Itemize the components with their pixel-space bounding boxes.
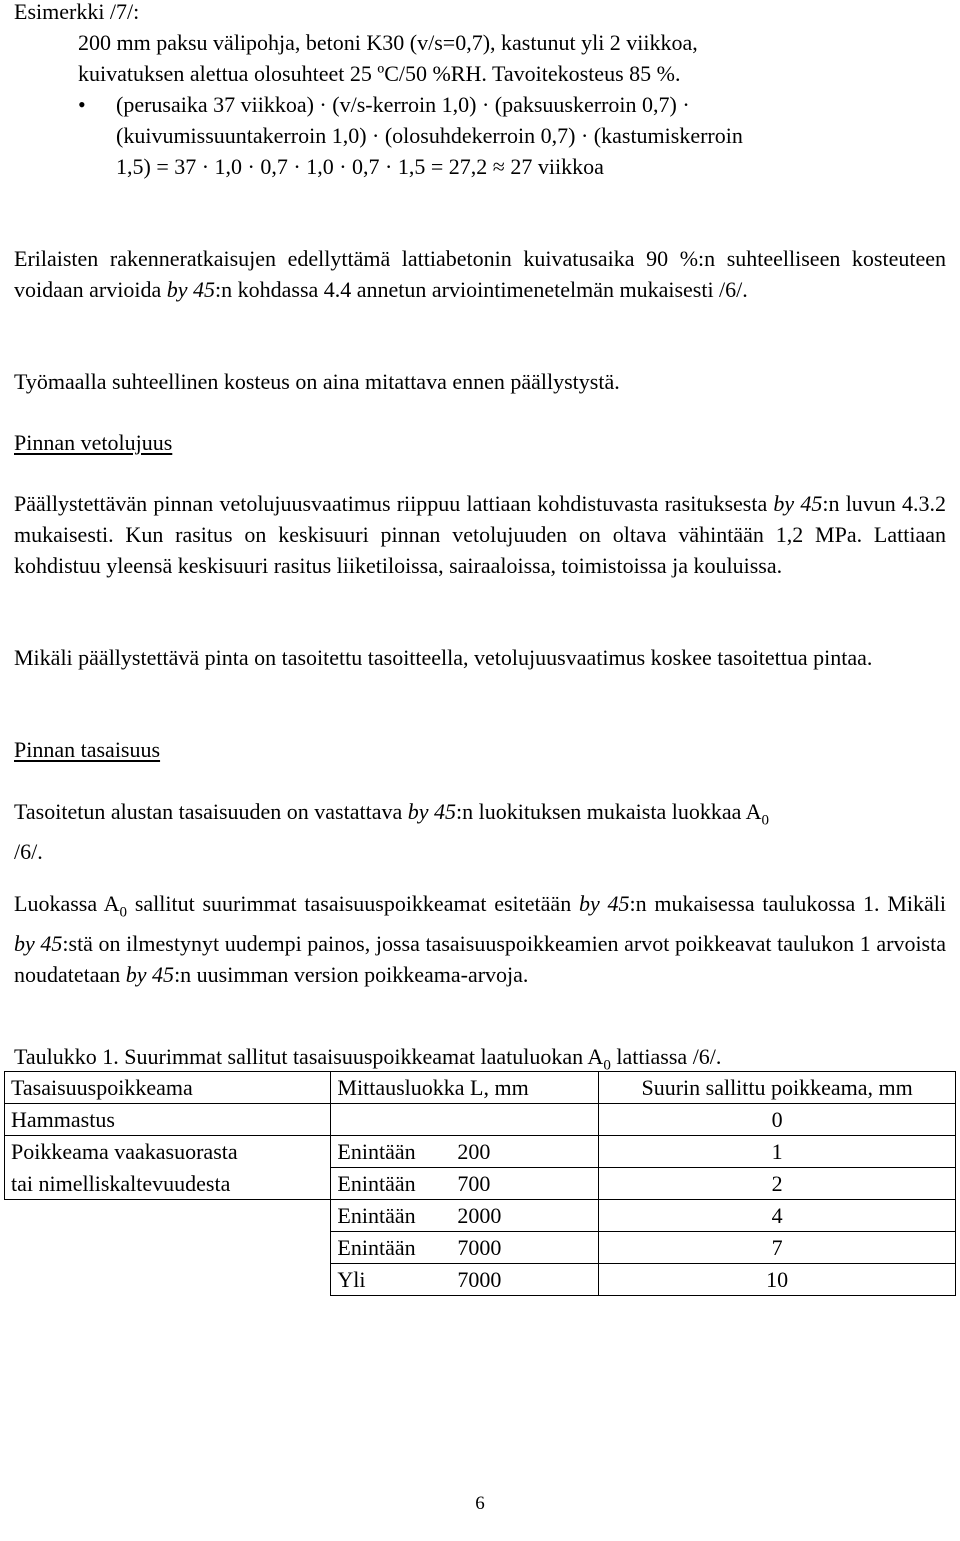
text: :n mukaisessa taulukossa 1. Mikäli — [629, 891, 946, 916]
heading-flatness: Pinnan tasaisuus — [14, 737, 161, 762]
tolerance-table — [4, 1071, 956, 1296]
limit-number: 700 — [457, 1171, 491, 1196]
text: :n kohdassa 4.4 annetun arviointimenetelmän mukaisesti /6/. — [215, 277, 748, 302]
paragraph-tensile-requirement — [14, 488, 946, 581]
limit-number: 200 — [457, 1139, 491, 1164]
table-row — [5, 1264, 956, 1296]
limit-number: 7000 — [457, 1235, 502, 1260]
standard-ref: by 45 — [166, 277, 215, 302]
standard-ref: by 45 — [125, 962, 175, 988]
header-cell: Tasaisuuspoikkeama — [5, 1072, 331, 1104]
formula-line-2: (kuivumissuuntakerroin 1,0) · (olosuhdekerroin 0,7) · (kastumiskerroin — [116, 123, 743, 148]
measure-class-cell — [331, 1264, 599, 1296]
row-label: Hammastus — [5, 1104, 331, 1136]
heading-wrap — [14, 427, 946, 458]
bullet-dot-icon: • — [78, 92, 86, 117]
spacer-cell — [5, 1264, 331, 1296]
subscript: 0 — [119, 904, 128, 921]
text: :stä on ilmestynyt uudempi painos, jossa tasaisuuspoikkeamien arvot poikkeavat taulukon 1 arvoista noudatetaan — [14, 931, 946, 988]
text: :n uusimman version poikkeama-arvoja. — [174, 962, 529, 988]
paragraph-drying-time — [14, 243, 946, 305]
row-label: tai nimelliskaltevuudesta — [5, 1168, 331, 1200]
example-line-1: 200 mm paksu välipohja, betoni K30 (v/s=0,7), kastunut yli 2 viikkoa, — [78, 30, 698, 55]
measure-class-cell — [331, 1104, 599, 1136]
text: /6/. — [14, 839, 43, 865]
text: Taulukko 1. Suurimmat sallitut tasaisuuspoikkeamat laatuluokan A — [14, 1044, 604, 1069]
text: :n luokituksen mukaista luokkaa A — [456, 799, 762, 824]
example-heading: Esimerkki /7/: — [14, 0, 140, 24]
limit-word: Yli — [337, 1267, 366, 1292]
standard-ref: by 45 — [578, 891, 630, 916]
limit-number: 2000 — [457, 1203, 502, 1228]
text: sallitut suurimmat tasaisuuspoikkeamat esitetään — [127, 891, 579, 916]
header-cell: Mittausluokka L, mm — [331, 1072, 599, 1104]
spacer-cell — [5, 1200, 331, 1232]
standard-ref: by 45 — [407, 799, 457, 824]
text: Luokassa A — [14, 891, 120, 916]
text: :n luvun 4.3.2 mukaisesti. Kun rasitus on keskisuuri pinnan vetolujuuden on oltava vähintään 1,2 MPa. Lattiaan kohdistuu yleensä keskisuuri rasitus liiketiloissa, sairaaloissa, toimistoissa ja kouluissa. — [14, 491, 946, 578]
heading-wrap — [14, 734, 946, 765]
standard-ref: by 45 — [773, 491, 823, 516]
value-cell: 2 — [599, 1168, 956, 1200]
value-cell: 1 — [599, 1136, 956, 1168]
paragraph-site-measurement: Työmaalla suhteellinen kosteus on aina mitattava ennen päällystystä. — [14, 369, 620, 394]
table-row — [5, 1104, 956, 1136]
value-cell: 7 — [599, 1232, 956, 1264]
measure-class-cell — [331, 1232, 599, 1264]
subscript: 0 — [761, 812, 770, 829]
limit-number: 7000 — [457, 1267, 502, 1292]
table-row — [5, 1168, 956, 1200]
subscript: 0 — [603, 1057, 611, 1074]
table-row — [5, 1232, 956, 1264]
standard-ref: by 45 — [14, 931, 63, 957]
measure-class-cell — [331, 1200, 599, 1232]
value-cell: 0 — [599, 1104, 956, 1136]
example-bullet-formula — [116, 89, 948, 182]
measure-class-cell — [331, 1136, 599, 1168]
table-row — [5, 1200, 956, 1232]
measure-class-cell — [331, 1168, 599, 1200]
limit-word: Enintään — [337, 1203, 416, 1228]
paragraph-flatness-class — [14, 796, 944, 867]
limit-word: Enintään — [337, 1139, 416, 1164]
example-line-2: kuivatuksen alettua olosuhteet 25 ºC/50 %RH. Tavoitekosteus 85 %. — [78, 61, 681, 86]
paragraph-tensile-levelled: Mikäli päällystettävä pinta on tasoitettu tasoitteella, vetolujuusvaatimus koskee tasoitettua pintaa. — [14, 645, 873, 670]
value-cell: 10 — [599, 1264, 956, 1296]
heading-tensile-strength: Pinnan vetolujuus — [14, 430, 173, 455]
value-cell: 4 — [599, 1200, 956, 1232]
paragraph-flatness-table-ref — [14, 888, 946, 990]
text: Erilaisten rakenneratkaisujen edellyttämä lattiabetonin kuivatusaika 90 %:n suhteelliseen kosteuteen voidaan arvioida — [14, 246, 946, 302]
spacer-cell — [5, 1232, 331, 1264]
table-row — [5, 1136, 956, 1168]
formula-line-1: (perusaika 37 viikkoa) · (v/s-kerroin 1,0) · (paksuuskerroin 0,7) · — [116, 92, 690, 117]
table-header-row — [5, 1072, 956, 1104]
limit-word: Enintään — [337, 1235, 416, 1260]
formula-line-3: 1,5) = 37 · 1,0 · 0,7 · 1,0 · 0,7 · 1,5 = 27,2 ≈ 27 viikkoa — [116, 154, 604, 179]
header-cell: Suurin sallittu poikkeama, mm — [599, 1072, 956, 1104]
limit-word: Enintään — [337, 1171, 416, 1196]
text: Tasoitetun alustan tasaisuuden on vastattava — [14, 799, 408, 824]
text: Päällystettävän pinnan vetolujuusvaatimus riippuu lattiaan kohdistuvasta rasituksesta — [14, 491, 774, 516]
text: lattiassa /6/. — [610, 1044, 722, 1069]
page-number: 6 — [475, 1493, 485, 1514]
row-label: Poikkeama vaakasuorasta — [5, 1136, 331, 1168]
